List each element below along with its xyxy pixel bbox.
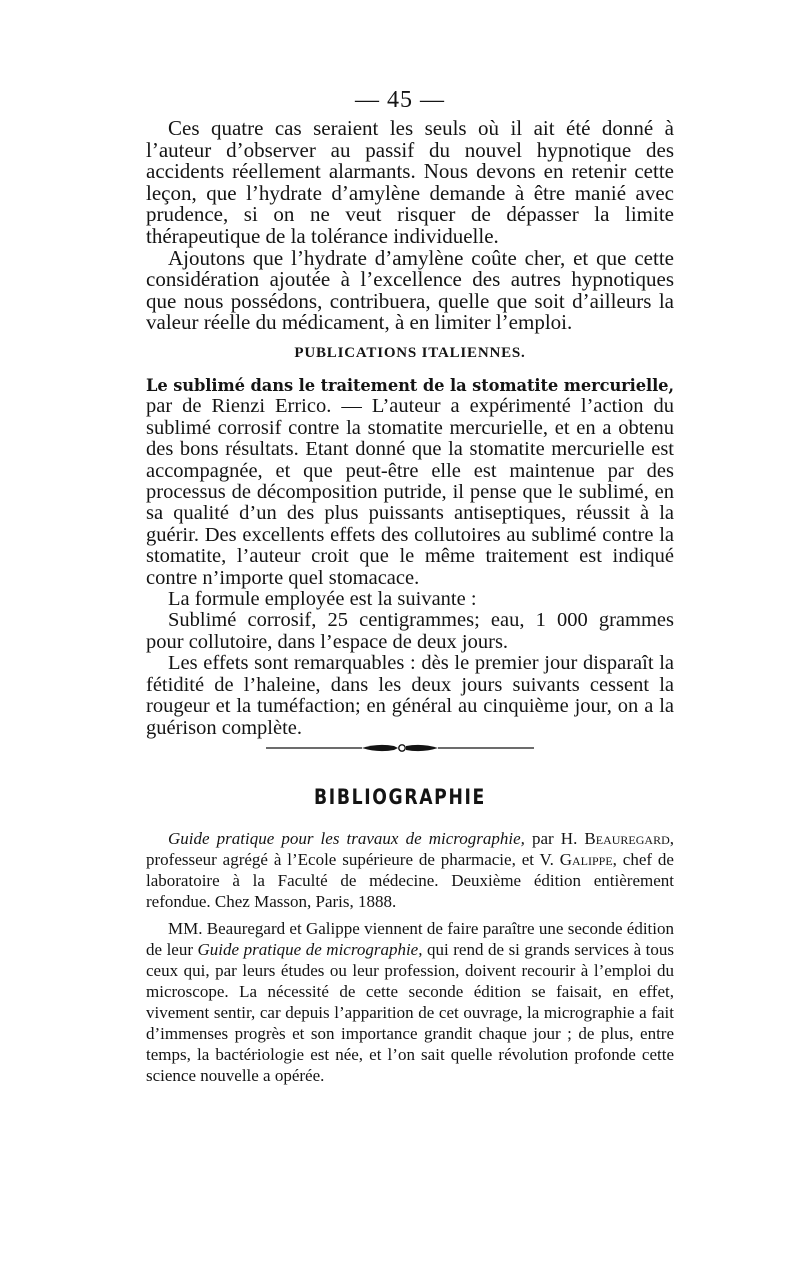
article-effects: Les effets sont remarquables : dès le premier jour disparaît la fétidité de l’haleine, dans les deux jours suivants cessent la rougeur et la tuméfaction; en général au cinquième jour, on a la guérison complète. [146, 652, 674, 739]
formula-intro: La formule employée est la suivante : [168, 588, 477, 611]
bibliography [146, 828, 674, 1086]
reference-by: par H. [524, 829, 585, 848]
bibliography-reference [146, 828, 674, 912]
reference-end: chef de laboratoire à la Faculté de médecine. Deuxième édition entièrement refondue. Chez Masson, Paris, 1888. [146, 850, 674, 911]
article-title: Le sublimé dans le traitement de la stomatite mercurielle, [146, 376, 674, 395]
formula: Sublimé corrosif, 25 centigrammes; eau, 1 000 grammes pour collutoire, dans l’espace de deux jours. [146, 609, 674, 653]
bibliography-heading: BIBLIOGRAPHIE [314, 785, 486, 809]
article [146, 375, 674, 739]
intro-paragraph-2: Ajoutons que l’hydrate d’amylène coûte cher, et que cette considération ajoutée à l’excellence des autres hypnotiques que nous possédons, contribuera, quelle que soit d’ailleurs la valeur réelle du médicament, à en limiter l’emploi. [146, 245, 674, 335]
intro-paragraph-1: Ces quatre cas seraient les seuls où il ait été donné à l’auteur d’observer au passif du nouvel hypnotique des accidents réellement alarmants. Nous devons en retenir cette leçon, que l’hydrate d’amylène demande à être manié avec prudence, si on ne veut risquer de dépasser la limite thérapeutique de la tolérance individuelle. [146, 116, 674, 248]
reference-middle: professeur agrégé à l’Ecole supérieure de pharmacie, et V. [146, 850, 560, 869]
reference-title: Guide pratique pour les travaux de micrographie, [168, 829, 525, 848]
review-start: MM. Beauregard et Galippe viennent de faire paraître une seconde édition de leur [146, 919, 674, 959]
bibliography-review [146, 918, 674, 1086]
review-end: qui rend de si grands services à tous ceux qui, par leurs études ou leur profession, doivent recourir à l’emploi du microscope. La nécessité de cette seconde édition se faisait, en effet, vivement sentir, car depuis l’apparition de cet ouvrage, la micrographie a fait d’immenses progrès et son importance grandit chaque jour ; de plus, entre temps, la bactériologie est née, et l’on sait quelle révolution profonde cette science nouvelle a opérée. [146, 940, 674, 1085]
author-galippe: Galippe, [559, 850, 617, 869]
ornamental-separator [266, 738, 534, 758]
section-heading: PUBLICATIONS ITALIENNES. [294, 345, 526, 361]
article-paragraph [146, 375, 674, 589]
intro-section [146, 118, 674, 334]
page-number: — 45 — [355, 87, 445, 113]
article-body: par de Rienzi Errico. — L’auteur a expérimenté l’action du sublimé corrosif contre la stomatite mercurielle, et en a obtenu des bons résultats. Etant donné que la stomatite mercurielle est accompagnée, et que peut-être elle est maintenue par des processus de décomposition putride, il pense que le sublimé, en sa qualité d’un des plus puissants antiseptiques, réussit à la guérir. Des excellents effets des collutoires au sublimé contre la stomatite, l’auteur croit que le même traitement est indiqué contre n’importe quel stomacace. [146, 395, 674, 589]
review-title: Guide pratique de micrographie, [197, 940, 423, 959]
author-beauregard: Beauregard, [584, 829, 675, 848]
